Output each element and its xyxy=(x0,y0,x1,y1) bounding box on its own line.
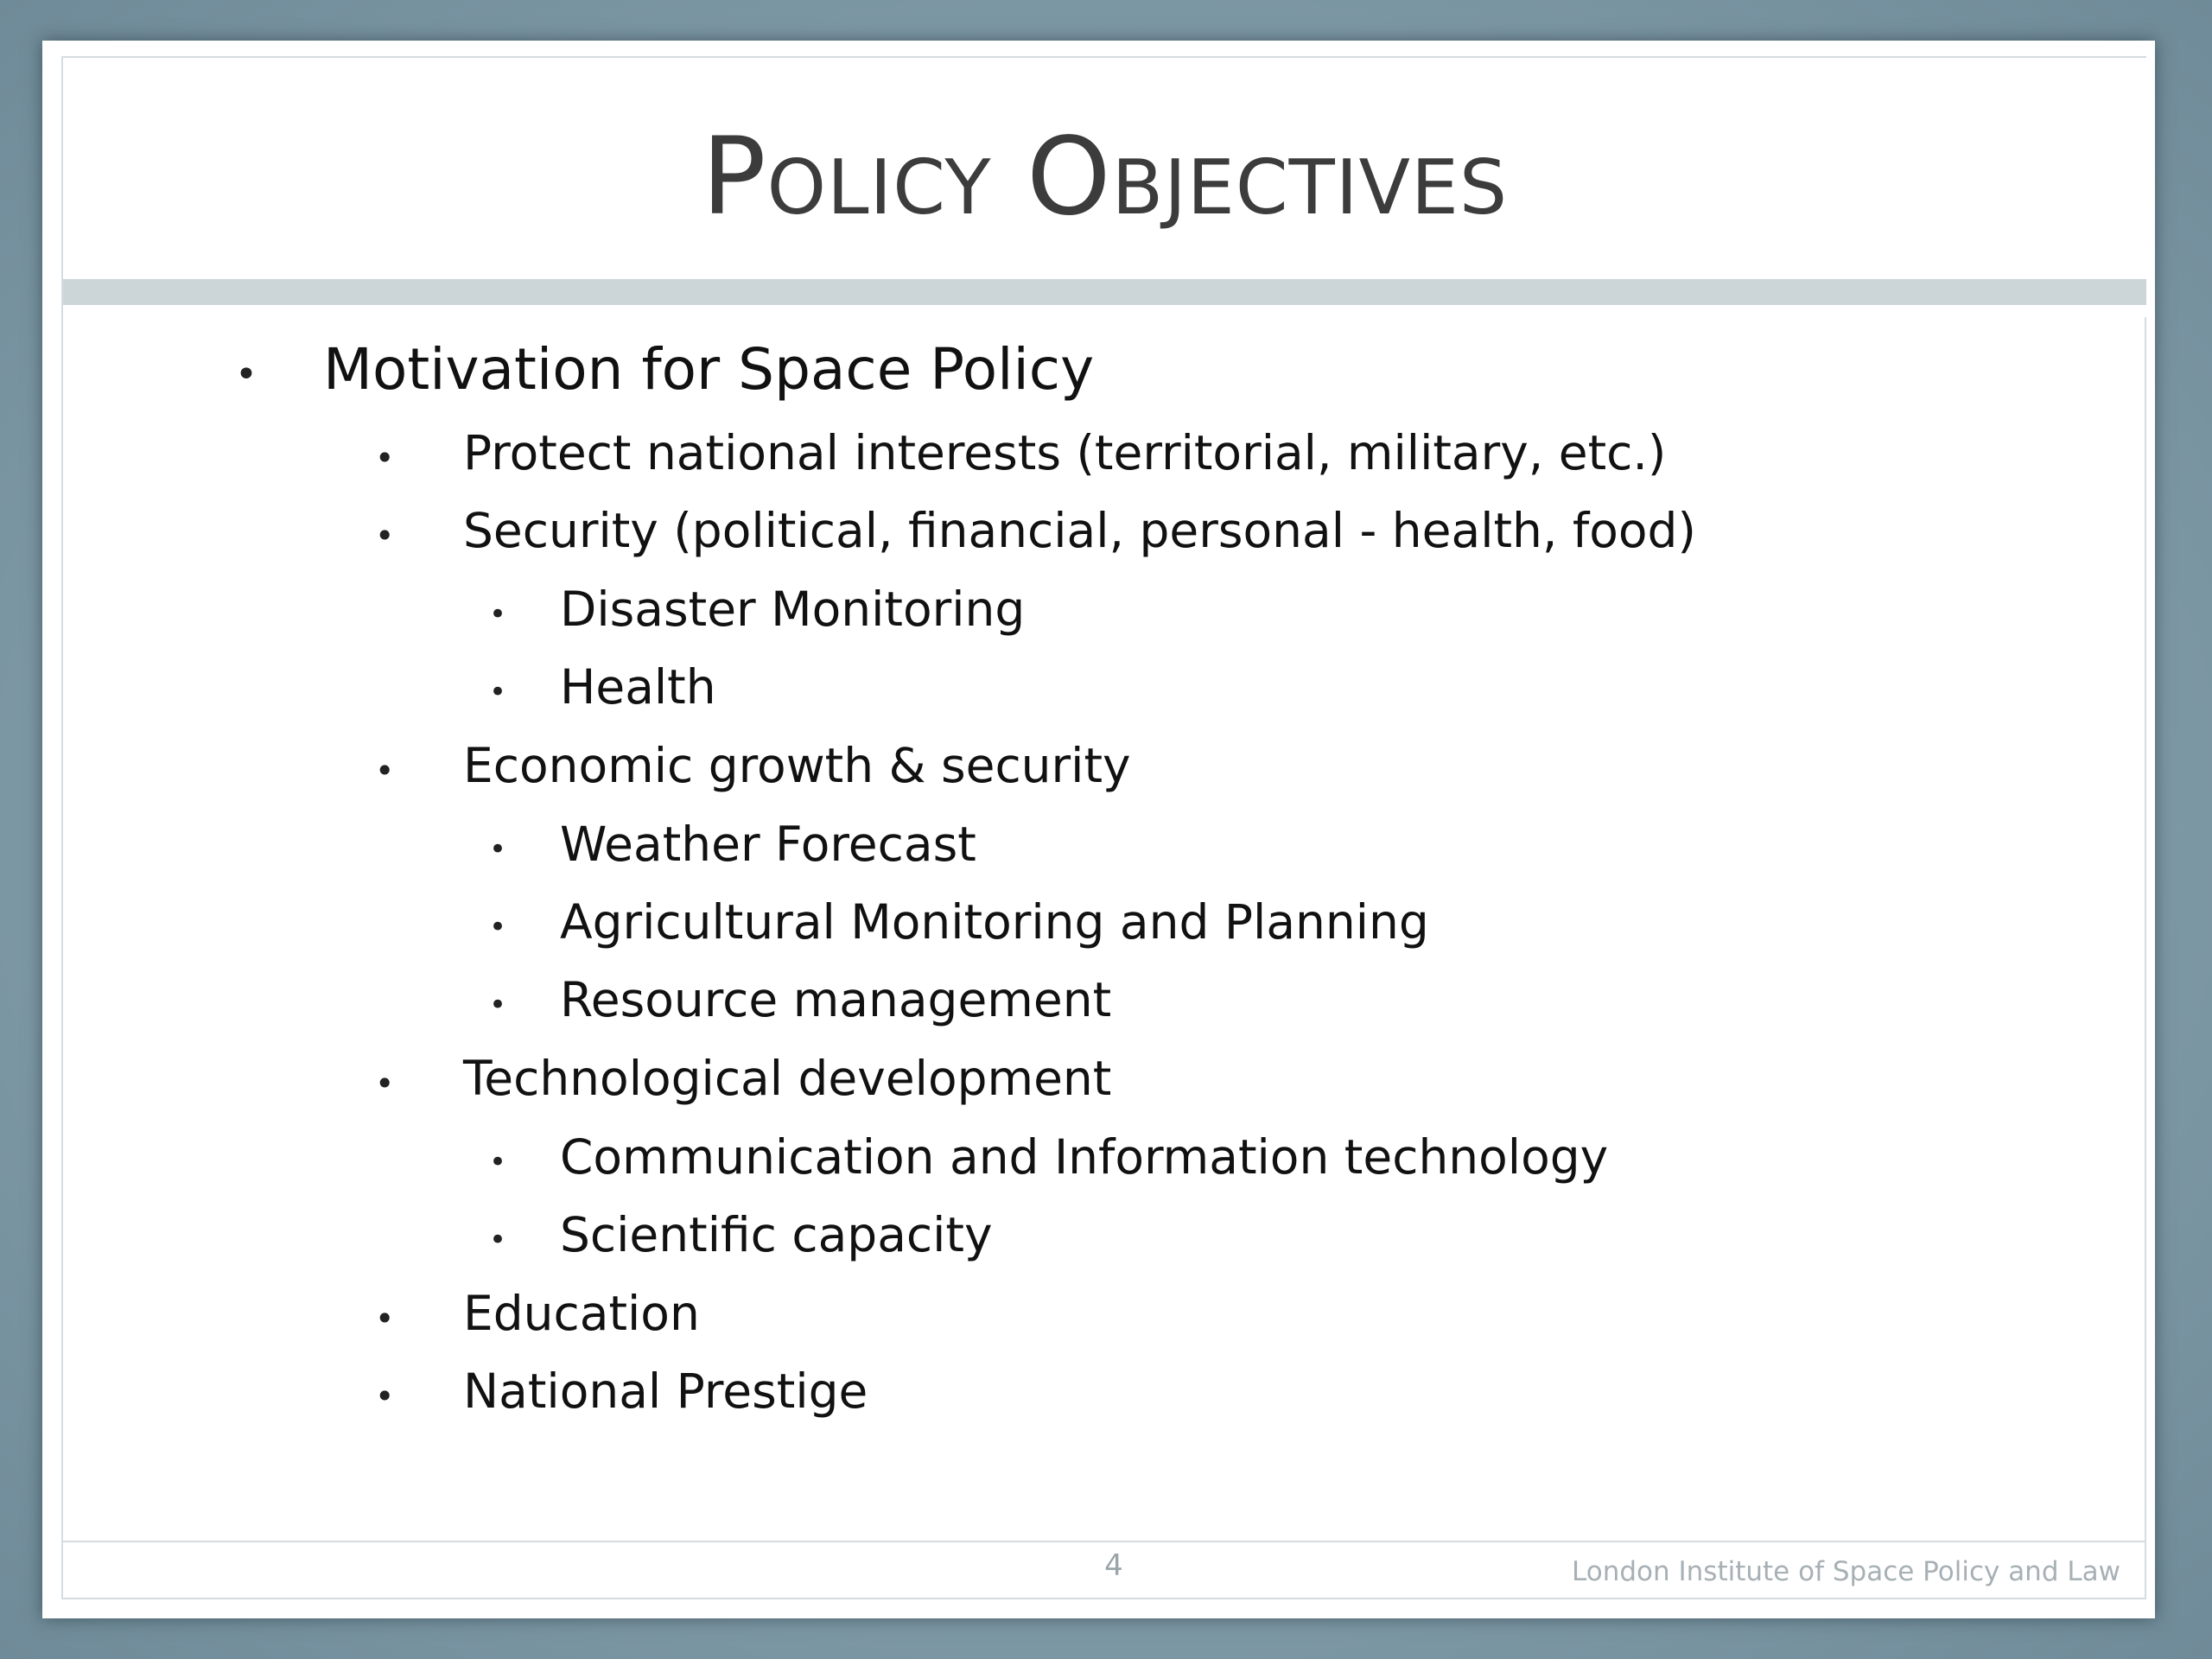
bullet-icon: • xyxy=(375,1300,395,1338)
bullet-icon: • xyxy=(489,910,507,944)
list-item-text: National Prestige xyxy=(463,1363,868,1419)
list-item-text: Weather Forecast xyxy=(560,817,976,872)
list-item-text: Protect national interests (territorial, military, etc.) xyxy=(463,425,1667,480)
bullet-icon: • xyxy=(489,1223,507,1257)
bullet-icon: • xyxy=(489,988,507,1022)
title-divider xyxy=(63,279,2146,305)
title-area xyxy=(63,58,2146,317)
bullet-icon: • xyxy=(489,1145,507,1179)
bullet-icon: • xyxy=(489,597,507,632)
bullet-icon: • xyxy=(489,675,507,709)
list-item-text: Resource management xyxy=(560,972,1112,1027)
bullet-icon: • xyxy=(489,832,507,867)
list-item-text: Agricultural Monitoring and Planning xyxy=(560,894,1429,950)
list-item-text: Education xyxy=(463,1286,700,1341)
page-number: 4 xyxy=(1104,1548,1123,1583)
bullet-icon: • xyxy=(375,1377,395,1415)
bullet-icon: • xyxy=(375,752,395,790)
list-item-text: Scientific capacity xyxy=(560,1207,993,1262)
bullet-icon: • xyxy=(375,517,395,555)
bullet-icon: • xyxy=(235,353,257,397)
bullet-icon: • xyxy=(375,1065,395,1103)
slide-title: Policy Objectives xyxy=(701,115,1509,239)
footer-organization: London Institute of Space Policy and Law xyxy=(1572,1556,2120,1587)
bullet-icon: • xyxy=(375,439,395,477)
footer-divider xyxy=(63,1541,2146,1542)
list-item-text: Motivation for Space Policy xyxy=(323,336,1095,403)
list-item-text: Technological development xyxy=(463,1051,1112,1106)
list-item-text: Economic growth & security xyxy=(463,738,1131,793)
list-item-text: Health xyxy=(560,659,716,715)
list-item-text: Communication and Information technology xyxy=(560,1129,1609,1185)
slide xyxy=(42,41,2155,1618)
list-item-text: Security (political, financial, personal - health, food) xyxy=(463,503,1696,558)
list-item-text: Disaster Monitoring xyxy=(560,582,1026,637)
